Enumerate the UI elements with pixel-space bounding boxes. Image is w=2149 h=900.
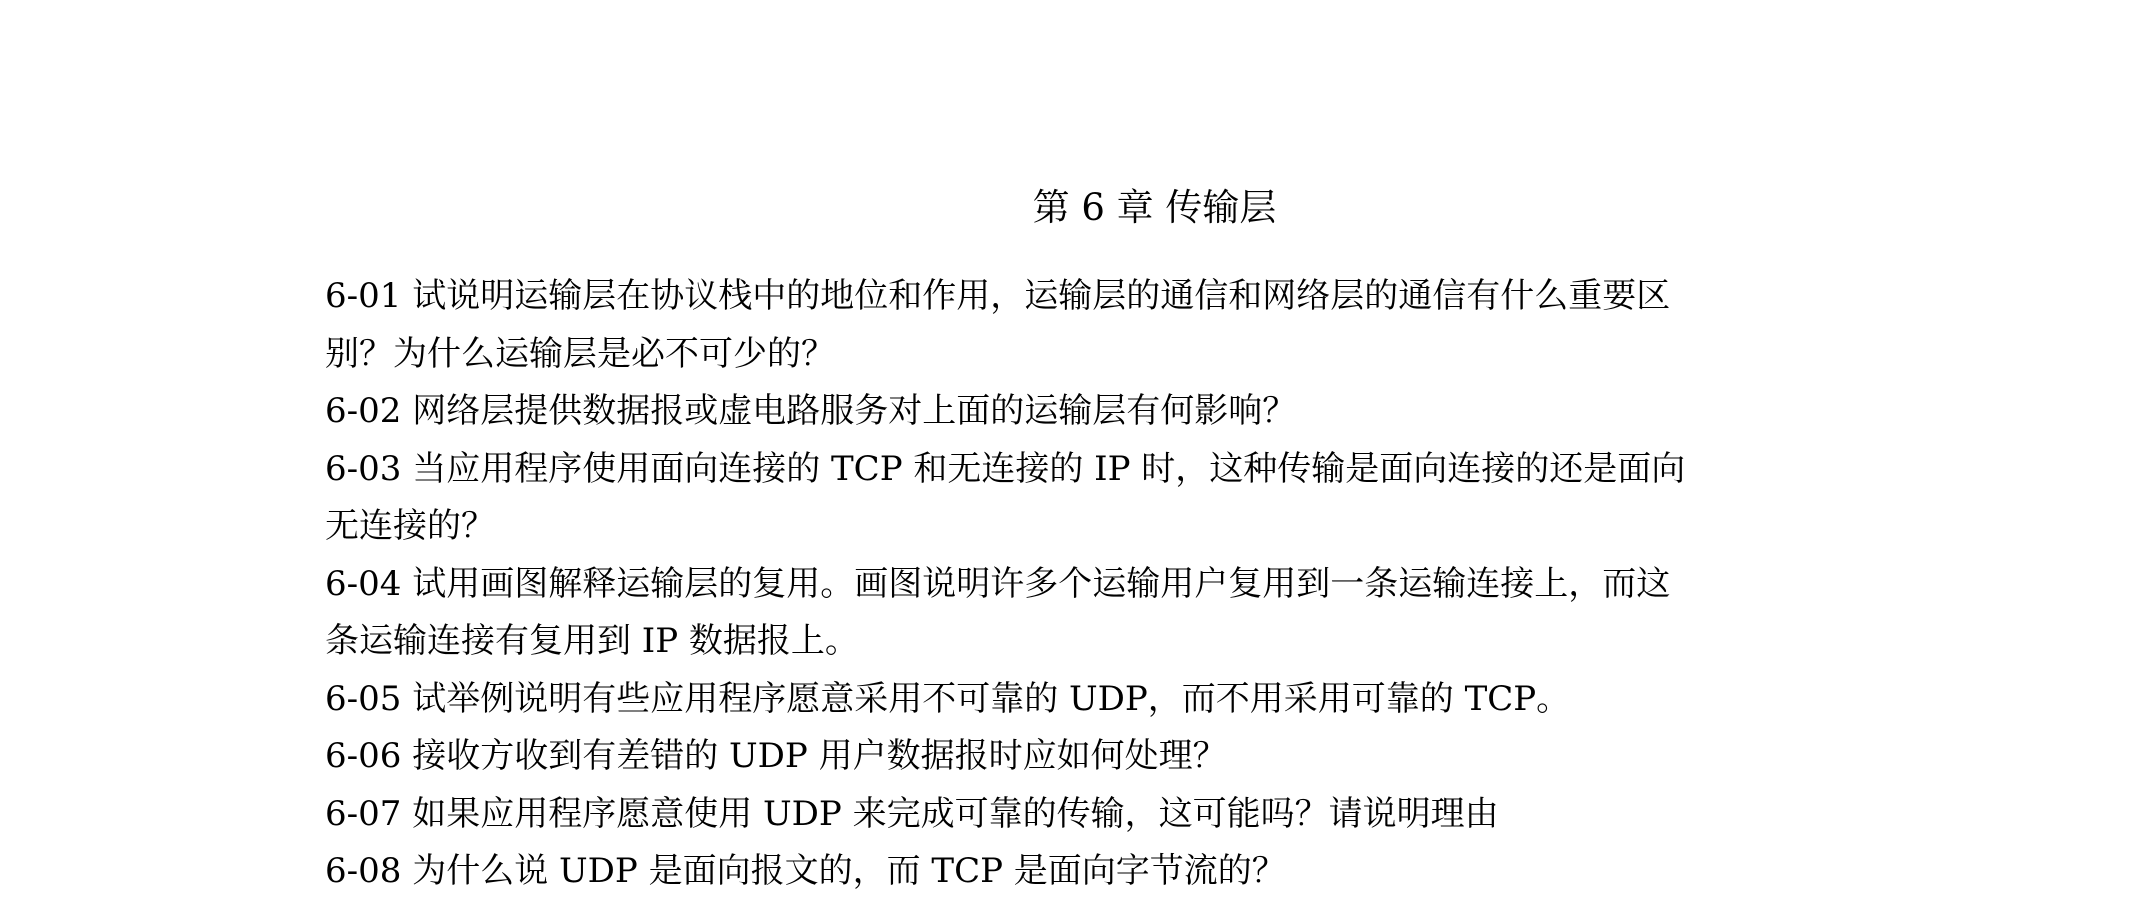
chapter-title: 第 6 章 传输层 [1032, 186, 1277, 229]
question-6-04-line-2: 条运输连接有复用到 IP 数据报上。 [325, 621, 859, 661]
question-6-01-line-1: 6-01 试说明运输层在协议栈中的地位和作用，运输层的通信和网络层的通信有什么重要区 [325, 276, 1671, 316]
question-6-05: 6-05 试举例说明有些应用程序愿意采用不可靠的 UDP，而不用采用可靠的 TCP。 [325, 678, 1571, 719]
question-6-04-line-1: 6-04 试用画图解释运输层的复用。画图说明许多个运输用户复用到一条运输连接上，而这 [325, 563, 1671, 604]
question-6-08: 6-08 为什么说 UDP 是面向报文的，而 TCP 是面向字节流的？ [325, 851, 1286, 891]
question-6-06: 6-06 接收方收到有差错的 UDP 用户数据报时应如何处理？ [325, 736, 1227, 776]
question-6-03-line-1: 6-03 当应用程序使用面向连接的 TCP 和无连接的 IP 时，这种传输是面向连接的还是面向 [325, 448, 1686, 489]
question-6-02: 6-02 网络层提供数据报或虚电路服务对上面的运输层有何影响？ [325, 391, 1297, 431]
question-6-03-line-2: 无连接的？ [325, 506, 495, 546]
question-6-01-line-2: 别？为什么运输层是必不可少的？ [325, 333, 835, 374]
question-list [325, 268, 1835, 900]
question-6-07: 6-07 如果应用程序愿意使用 UDP 来完成可靠的传输，这可能吗？请说明理由 [325, 793, 1499, 834]
